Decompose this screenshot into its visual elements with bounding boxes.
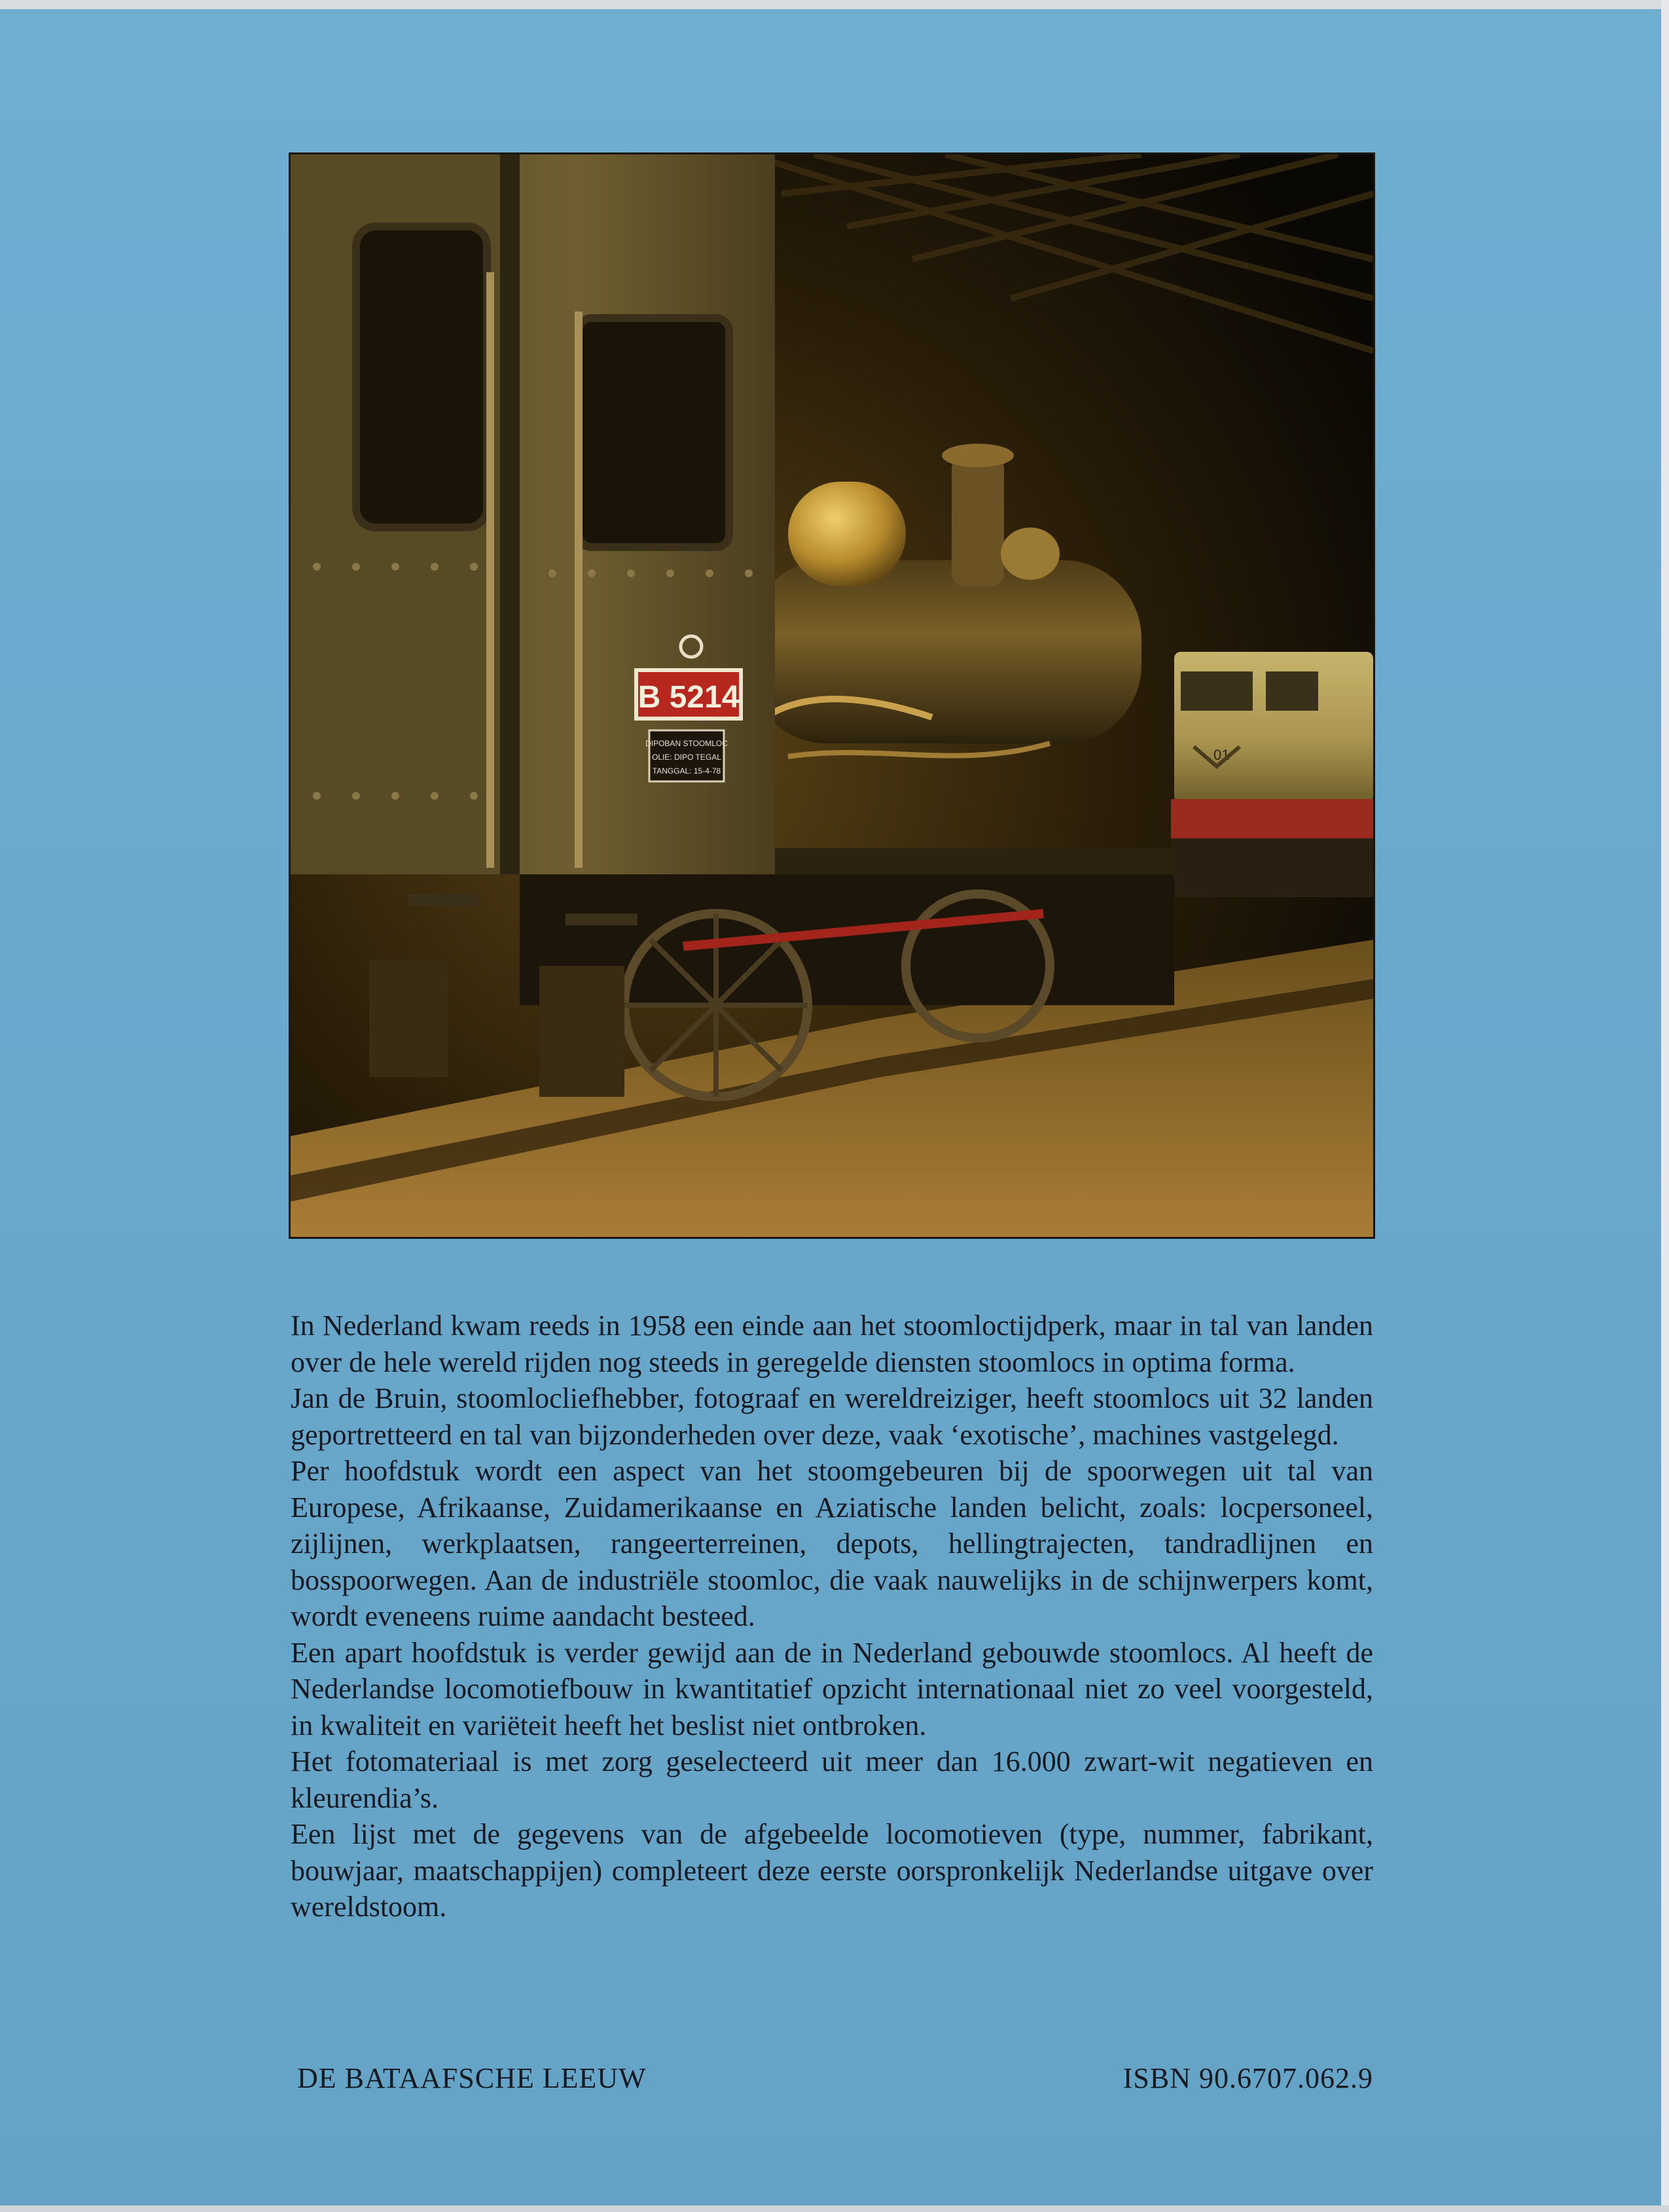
cover-photo-steam-locomotive bbox=[291, 154, 1373, 1237]
scan-edge-right bbox=[1661, 0, 1669, 2212]
blurb-paragraph: Per hoofdstuk wordt een aspect van het stoomgebeuren bij de spoorwegen uit tal van Europese, Afrikaanse, Zuidamerikaanse en Aziatische landen belicht, zoals: locpersoneel, zijlijnen, werkplaatsen, rangeerterreinen, depots, hellingtrajecten, tandradlijnen en bosspoorwegen. Aan de industriële stoomloc, die vaak nauwelijks in de schijnwerpers komt, wordt eveneens ruime aandacht besteed. bbox=[291, 1455, 1373, 1632]
blurb-paragraph: In Nederland kwam reeds in 1958 een einde aan het stoomloctijdperk, maar in tal van landen over de hele wereld rijden nog steeds in geregelde diensten stoomlocs in optima forma. bbox=[291, 1310, 1373, 1378]
info-plate-line-1: DIPOBAN STOOMLOC bbox=[645, 739, 728, 748]
isbn-number: ISBN 90.6707.062.9 bbox=[1122, 2062, 1373, 2094]
diesel-number: 01 bbox=[1213, 747, 1230, 763]
scan-edge-top bbox=[0, 0, 1669, 9]
blurb-text bbox=[291, 1308, 1373, 1925]
info-plate-line-2: OLIE: DIPO TEGAL bbox=[652, 753, 721, 762]
publisher-name: DE BATAAFSCHE LEEUW bbox=[297, 2062, 647, 2094]
blurb-paragraph: Het fotomateriaal is met zorg geselecteerd uit meer dan 16.000 zwart-wit negatieven en kleurendia’s. bbox=[291, 1745, 1373, 1814]
blurb-paragraph: Een lijst met de gegevens van de afgebeelde locomotieven (type, nummer, fabrikant, bouwjaar, maatschappijen) completeert deze eerste oorspronkelijk Nederlandse uitgave over wereldstoom. bbox=[291, 1818, 1373, 1923]
blurb-paragraph: Een apart hoofdstuk is verder gewijd aan de in Nederland gebouwde stoomlocs. Al heeft de Nederlandse locomotiefbouw in kwantitatief opzicht internationaal niet zo veel voorgesteld, in kwaliteit en variëteit heeft het beslist niet ontbroken. bbox=[291, 1636, 1373, 1741]
locomotive-illustration bbox=[291, 154, 1373, 1237]
scan-edge-bottom bbox=[0, 2205, 1669, 2212]
number-plate-text: B 5214 bbox=[637, 680, 740, 715]
blurb-paragraph: Jan de Bruin, stoomlocliefhebber, fotograaf en wereldreiziger, heeft stoomlocs uit 32 landen geportretteerd en tal van bijzonderheden over deze, vaak ‘exotische’, machines vastgelegd. bbox=[291, 1382, 1373, 1451]
info-plate-line-3: TANGGAL: 15-4-78 bbox=[652, 766, 721, 776]
